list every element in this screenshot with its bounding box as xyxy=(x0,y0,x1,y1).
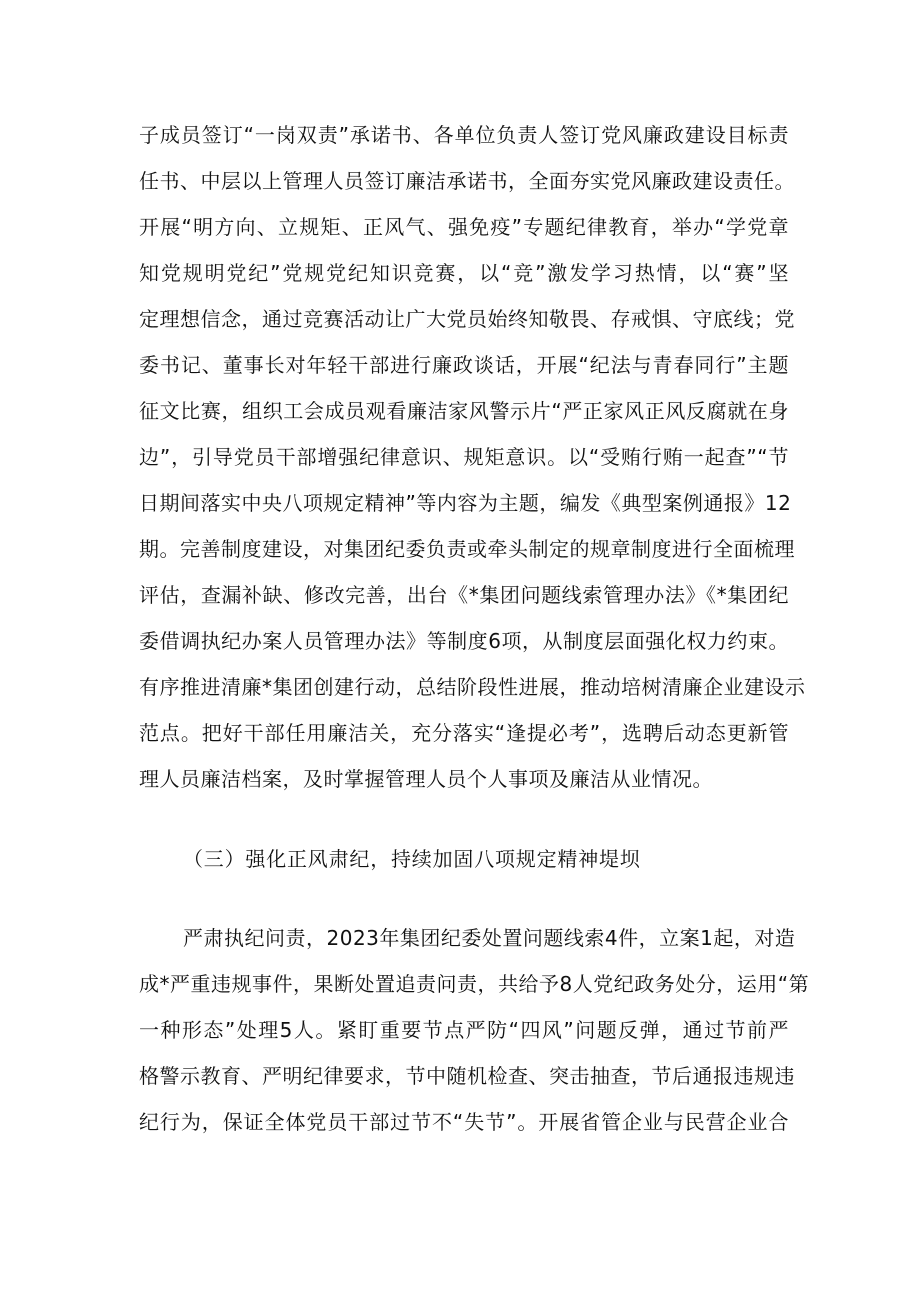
paragraph-line: 委书记、董事长对年轻干部进行廉政谈话，开展“纪法与青春同行”主题 xyxy=(139,353,789,377)
paragraph-line: 评估，查漏补缺、修改完善，出台《*集团问题线索管理办法》《*集团纪 xyxy=(139,583,789,607)
section-heading: （三）强化正风肃纪，持续加固八项规定精神堤坝 xyxy=(183,847,641,871)
paragraph-line: 知党规明党纪”党规党纪知识竞赛，以“竞”激发学习热情，以“赛”坚 xyxy=(139,261,789,285)
paragraph-line: 理人员廉洁档案，及时掌握管理人员个人事项及廉洁从业情况。 xyxy=(139,767,713,791)
paragraph-line: 任书、中层以上管理人员签订廉洁承诺书，全面夯实党风廉政建设责任。 xyxy=(139,169,795,193)
paragraph-line: 成*严重违规事件，果断处置追责问责，共给予8人党纪政务处分，运用“第 xyxy=(139,972,810,996)
paragraph-line: 征文比赛，组织工会成员观看廉洁家风警示片“严正家风正风反腐就在身 xyxy=(139,399,789,423)
paragraph-line: 有序推进清廉*集团创建行动，总结阶段性进展，推动培树清廉企业建设示 xyxy=(139,675,806,699)
paragraph-line: 严肃执纪问责，2023年集团纪委处置问题线索4件，立案1起，对造 xyxy=(183,926,796,950)
paragraph-line: 子成员签订“一岗双责”承诺书、各单位负责人签订党风廉政建设目标责 xyxy=(139,123,789,147)
paragraph-line: 日期间落实中央八项规定精神”等内容为主题，编发《典型案例通报》12 xyxy=(139,491,792,515)
paragraph-line: 开展“明方向、立规矩、正风气、强免疫”专题纪律教育，举办“学党章 xyxy=(139,215,789,239)
paragraph-line: 委借调执纪办案人员管理办法》等制度6项，从制度层面强化权力约束。 xyxy=(139,629,789,653)
paragraph-line: 一种形态”处理5人。紧盯重要节点严防“四风”问题反弹，通过节前严 xyxy=(139,1018,789,1042)
paragraph-line: 范点。把好干部任用廉洁关，充分落实“逢提必考”，选聘后动态更新管 xyxy=(139,721,789,745)
paragraph-line: 格警示教育、严明纪律要求，节中随机检查、突击抽查，节后通报违规违 xyxy=(139,1064,795,1088)
paragraph-line: 期。完善制度建设，对集团纪委负责或牵头制定的规章制度进行全面梳理 xyxy=(139,537,795,561)
paragraph-line: 纪行为，保证全体党员干部过节不“失节”。开展省管企业与民营企业合 xyxy=(139,1110,789,1134)
paragraph-line: 定理想信念，通过竞赛活动让广大党员始终知敬畏、存戒惧、守底线；党 xyxy=(139,307,795,331)
paragraph-line: 边”，引导党员干部增强纪律意识、规矩意识。以“受贿行贿一起查”“节 xyxy=(139,445,789,469)
